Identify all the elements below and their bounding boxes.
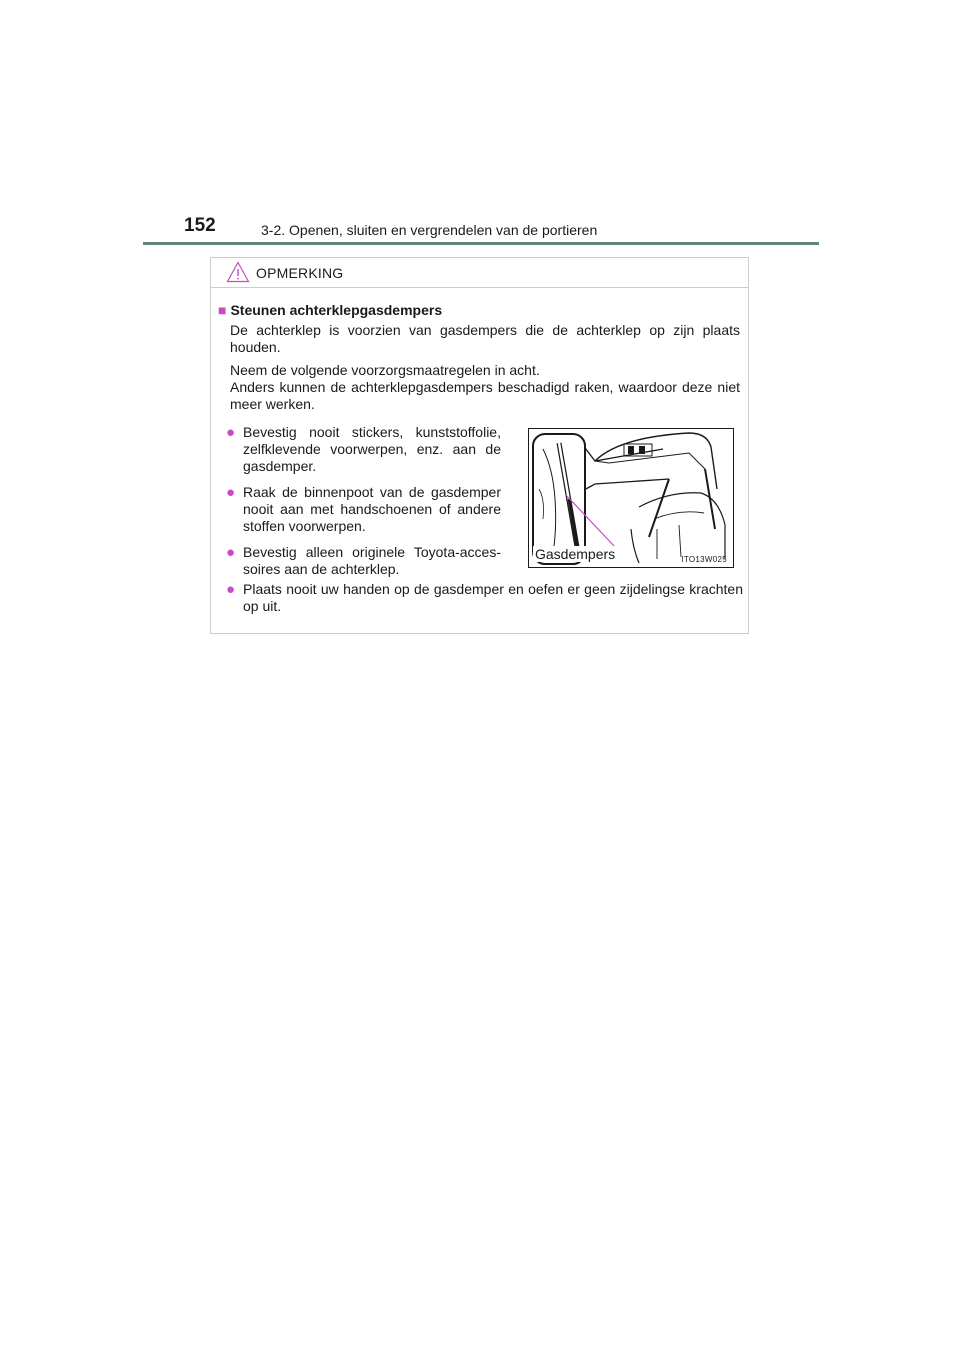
warning-triangle-icon xyxy=(226,261,250,288)
list-item-text: Plaats nooit uw handen op de gasdemper en oefen er geen zijdelingse krachten op uit. xyxy=(243,581,743,614)
gas-strut-illustration xyxy=(528,428,734,568)
list-item-text: Bevestig alleen originele Toyota-acces-soires aan de achterklep. xyxy=(243,544,501,577)
section-title: 3-2. Openen, sluiten en vergrendelen van de portieren xyxy=(261,222,598,238)
figure-caption: Gasdempers xyxy=(535,546,616,562)
paragraph-precautions: Neem de volgende voorzorgsmaatregelen in acht. xyxy=(230,362,540,378)
paragraph-intro: De achterklep is voorzien van gasdempers die de achterklep op zijn plaats houden. xyxy=(230,322,740,355)
page-number: 152 xyxy=(184,215,216,236)
list-item xyxy=(226,581,743,615)
notice-title: OPMERKING xyxy=(256,265,344,281)
paragraph-consequence: Anders kunnen de achterklepgasdempers beschadigd raken, waardoor deze niet meer werken. xyxy=(230,379,740,412)
notice-header xyxy=(211,258,748,288)
list-item xyxy=(226,424,501,475)
section-heading-text: Steunen achterklepgasdempers xyxy=(230,302,443,318)
square-bullet-icon: ■ xyxy=(218,302,227,318)
list-item-text: Raak de binnenpoot van de gasdemper nooit aan met handschoenen of andere stoffen voorwerpen. xyxy=(243,484,501,534)
round-bullet-icon: ● xyxy=(226,424,236,441)
figure-code: ITO13W025 xyxy=(681,555,727,564)
notice-box xyxy=(210,257,749,634)
round-bullet-icon: ● xyxy=(226,544,236,561)
list-item xyxy=(226,484,501,535)
round-bullet-icon: ● xyxy=(226,484,236,501)
list-item xyxy=(226,544,501,578)
round-bullet-icon: ● xyxy=(226,581,236,598)
section-heading xyxy=(218,302,442,318)
list-item-text: Bevestig nooit stickers, kunststoffolie, zelfklevende voorwerpen, enz. aan de gasdemper. xyxy=(243,424,501,474)
header-divider xyxy=(143,242,819,245)
